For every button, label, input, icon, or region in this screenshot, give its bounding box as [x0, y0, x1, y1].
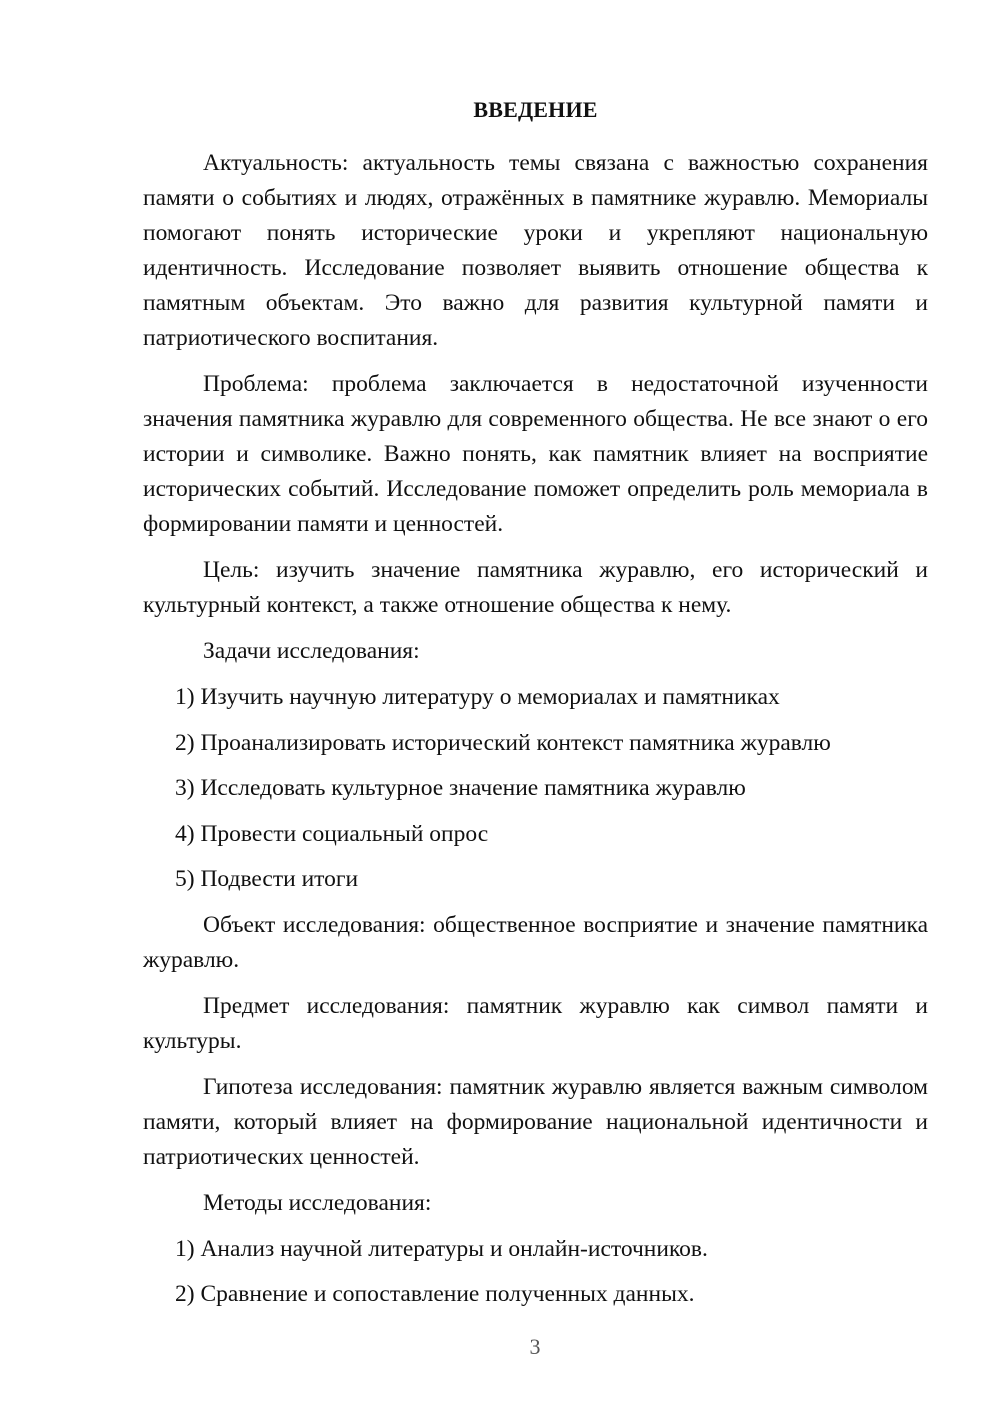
methods-heading: Методы исследования:: [203, 1189, 432, 1216]
goal-paragraph: Цель: изучить значение памятника журавлю, его исторический и культурный контекст, а также отношение общества к нему.: [143, 557, 928, 618]
subject-paragraph: Предмет исследования: памятник журавлю как символ памяти и культуры.: [143, 992, 928, 1054]
problem-paragraph: Проблема: проблема заключается в недостаточной изученности значения памятника журавлю для современного общества. Не все знают о его истории и символике. Важно понять, как памятник влияет на восприятие исторических событий. Исследование поможет определить роль мемориала в формировании памяти и ценностей.: [143, 371, 928, 537]
hypothesis-paragraph: Гипотеза исследования: памятник журавлю является важным символом памяти, который влияет на формирование национальной идентичности и патриотических ценностей.: [143, 1073, 928, 1170]
task-item: 4) Провести социальный опрос: [175, 820, 489, 847]
task-item: 3) Исследовать культурное значение памятника журавлю: [175, 775, 746, 801]
object-paragraph: Объект исследования: общественное восприятие и значение памятника журавлю.: [143, 911, 928, 973]
task-item: 2) Проанализировать исторический контекст памятника журавлю: [175, 729, 831, 756]
method-item: 2) Сравнение и сопоставление полученных данных.: [175, 1281, 695, 1307]
tasks-heading: Задачи исследования:: [203, 638, 420, 664]
method-item: 1) Анализ научной литературы и онлайн-источников.: [175, 1235, 708, 1262]
methods-list: [143, 1232, 928, 1313]
relevance-paragraph: Актуальность: актуальность темы связана с важностью сохранения памяти о событиях и людях, отражённых в памятнике журавлю. Мемориалы помогают понять исторические уроки и укрепляют национальную идентичность. Исследование позволяет выявить отношение общества к памятным объектам. Это важно для развития культурной памяти и патриотического воспитания.: [143, 150, 928, 351]
page-title: ВВЕДЕНИЕ: [473, 97, 598, 122]
task-item: 1) Изучить научную литературу о мемориалах и памятниках: [175, 684, 780, 710]
page-content: [143, 92, 928, 1323]
tasks-list: [143, 680, 928, 897]
page-number: 3: [529, 1334, 541, 1359]
task-item: 5) Подвести итоги: [175, 866, 359, 892]
